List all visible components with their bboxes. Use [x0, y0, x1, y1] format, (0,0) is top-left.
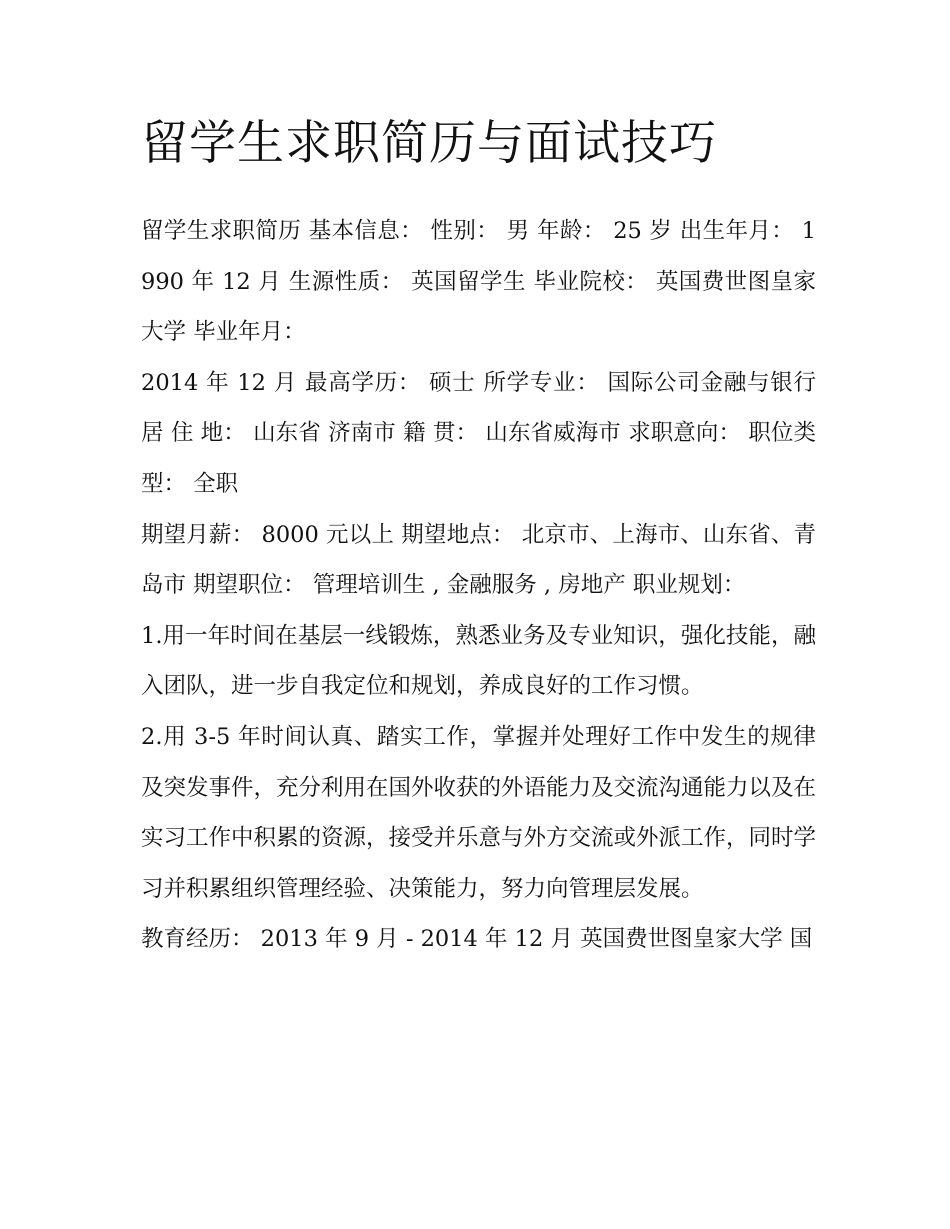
- paragraph-plan-2: 2.用 3-5 年时间认真、踏实工作，掌握并处理好工作中发生的规律及突发事件，充分利用在国外收获的外语能力及交流沟通能力以及在实习工作中积累的资源，接受并乐意与外方交流或外派工作，同时学习并积累组织管理经验、决策能力，努力向管理层发展。: [141, 723, 817, 902]
- paragraph-plan-1: 1.用一年时间在基层一线锻炼，熟悉业务及专业知识，强化技能，融入团队，进一步自我定位和规划，养成良好的工作习惯。: [141, 622, 816, 700]
- document-title: 留学生求职简历与面试技巧: [141, 116, 717, 171]
- paragraph-expectations: 期望月薪： 8000 元以上 期望地点： 北京市、上海市、山东省、青岛市 期望职位： 管理培训生 , 金融服务 , 房地产 职业规划：: [141, 521, 816, 599]
- document-body: [141, 112, 816, 965]
- paragraph-education-intent: 2014 年 12 月 最高学历： 硕士 所学专业： 国际公司金融与银行 居 住 地： 山东省 济南市 籍 贯： 山东省威海市 求职意向： 职位类型： 全职: [141, 369, 816, 497]
- paragraph-basic-info: 留学生求职简历 基本信息： 性别： 男 年龄： 25 岁 出生年月： 1990 年 12 月 生源性质： 英国留学生 毕业院校： 英国费世图皇家大学 毕业年月：: [141, 218, 816, 346]
- paragraph-education-history: 教育经历： 2013 年 9 月 - 2014 年 12 月 英国费世图皇家大学 国: [141, 926, 813, 953]
- document-paragraphs: [141, 206, 816, 965]
